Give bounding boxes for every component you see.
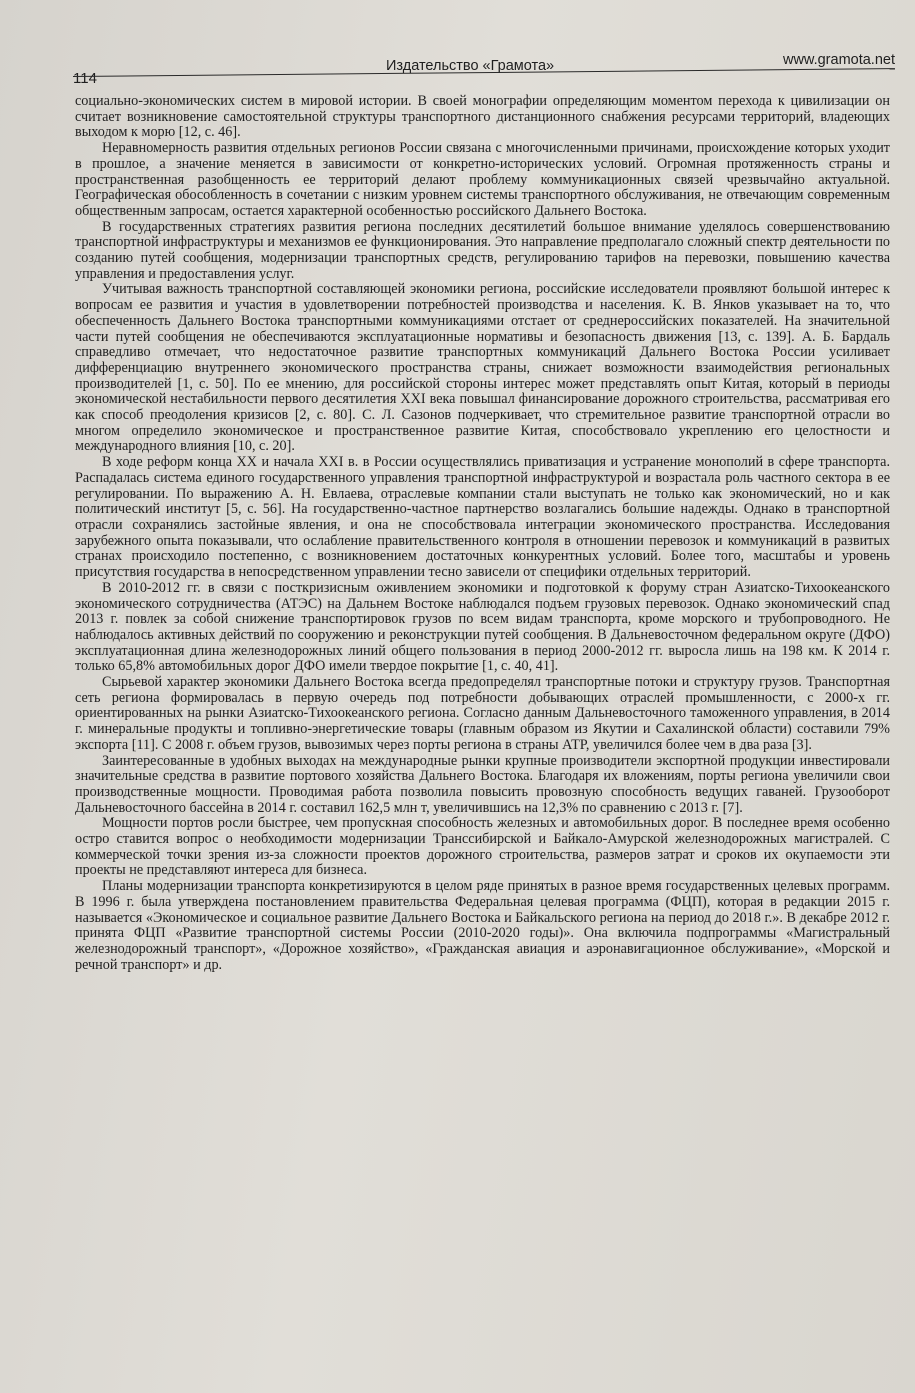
paragraph: Учитывая важность транспортной составляющей экономики региона, российские исследователи проявляют большой интерес к вопросам ее развития и участия в удовлетворении потребностей производства и населения. К. В. Янков указывает на то, что обеспеченность Дальнего Востока транспортными коммуникациями отстает от среднероссийских показателей. На значительной части путей сообщения не обеспечиваются эксплуатационные нормативы и безопасность движения [13, с. 139]. А. Б. Бардаль справедливо отмечает, что недостаточное развитие транспортных коммуникаций Дальнего Востока России усиливает дифференциацию внутреннего экономического пространства страны, снижает возможности взаимодействия региональных производителей [1, с. 50]. По ее мнению, для российской стороны интерес может представлять опыт Китая, который в периоды экономической нестабильности первого десятилетия XXI века повышал финансирование дорожного строительства, рассматривая его как способ преодоления кризисов [2, с. 80]. С. Л. Сазонов подчеркивает, что стремительное развитие транспортной отрасли во многом определило экономическое и пространственное развитие Китая, способствовало укреплению его целостности и международного влияния [10, с. 20]. [75, 281, 890, 455]
paragraph: Сырьевой характер экономики Дальнего Востока всегда предопределял транспортные потоки и структуру грузов. Транспортная сеть региона формировалась в первую очередь под потребности добывающих отраслей промышленности, с 2000-х гг. ориентированных на рынки Азиатско-Тихоокеанского региона. Согласно данным Дальневосточного таможенного управления, в 2014 г. минеральные продукты и топливно-энергетические товары (главным образом из Якутии и Сахалинской области) составили 79% экспорта [11]. С 2008 г. объем грузов, вывозимых через порты региона в страны АТР, увеличился более чем в два раза [3]. [75, 674, 890, 753]
paragraph: Заинтересованные в удобных выходах на международные рынки крупные производители экспортной продукции инвестировали значительные средства в развитие портового хозяйства Дальнего Востока. Благодаря их вложениям, порты региона увеличили свои производственные мощности. Проводимая работа позволила повысить провозную способность ведущих гаваней. Грузооборот Дальневосточного бассейна в 2014 г. составил 162,5 млн т, увеличившись на 12,3% по сравнению с 2013 г. [7]. [75, 752, 890, 816]
body-text [75, 94, 890, 973]
running-header [73, 50, 895, 88]
page-number: 114 [73, 70, 97, 87]
paragraph: Мощности портов росли быстрее, чем пропускная способность железных и автомобильных дорог. В последнее время особенно остро ставится вопрос о необходимости модернизации Транссибирской и Байкало-Амурской железнодорожных магистралей. С коммерческой точки зрения из-за сложности проектов дорожного строительства, размеров затрат и сроков их окупаемости эти проекты не представляют интереса для бизнеса. [75, 815, 890, 879]
paragraph: социально-экономических систем в мировой истории. В своей монографии определяющим моментом перехода к цивилизации он считает возникновение самостоятельной структуры транспортного дистанционного снабжения ресурсами территорий, владеющих выходом к морю [12, с. 46]. [75, 93, 890, 141]
paragraph: В государственных стратегиях развития региона последних десятилетий большое внимание уделялось совершенствованию транспортной инфраструктуры и механизмов ее функционирования. Это направление предполагало сложный спектр деятельности по созданию путей сообщения, модернизации транспортных средств, регулированию тарифов на перевозки, повышению качества управления и предоставления услуг. [75, 218, 890, 282]
paragraph: Планы модернизации транспорта конкретизируются в целом ряде принятых в разное время государственных целевых программ. В 1996 г. была утверждена постановлением правительства Федеральная целевая программа (ФЦП), которая в редакции 2015 г. называется «Экономическое и социальное развитие Дальнего Востока и Байкальского региона на период до 2018 г.». В декабре 2012 г. принята ФЦП «Развитие транспортной системы России (2010-2020 годы)». Она включила подпрограммы «Магистральный железнодорожный транспорт», «Дорожное хозяйство», «Гражданская авиация и аэронавигационное обслуживание», «Морской и речной транспорт» и др. [75, 878, 890, 973]
website-url: www.gramota.net [782, 52, 895, 68]
paragraph: В ходе реформ конца XX и начала XXI в. в России осуществлялись приватизация и устранение монополий в сфере транспорта. Распадалась система единого государственного управления транспортной инфраструктурой и возрастала роль частного сектора в ее регулировании. По выражению А. Н. Евлаева, отраслевые компании стали выступать не только как экономический, но и как политический институт [5, с. 56]. На государственно-частное партнерство возлагались большие надежды. Однако в транспортной отрасли сохранялись застойные явления, и она не способствовала интеграции экономического пространства. Исследования зарубежного опыта показывали, что ослабление правительственного контроля в отношении перевозок и коммуникаций в развитых странах происходило постепенно, с возникновением достаточных конкурентных условий. Более того, масштабы и уровень присутствия государства в непосредственном управлении тесно зависели от специфики отдельных территорий. [75, 454, 890, 581]
publisher-name: Издательство «Грамота» [386, 58, 555, 74]
paragraph: В 2010-2012 гг. в связи с посткризисным оживлением экономики и подготовкой к форуму стран Азиатско-Тихоокеанского экономического сотрудничества (АТЭС) на Дальнем Востоке наблюдался подъем грузовых перевозок. Однако экономический спад 2013 г. повлек за собой снижение транспортировок грузов по всем видам транспорта, кроме морского и трубопроводного. Не наблюдалось активных действий по сооружению и реконструкции путей сообщения. В Дальневосточном федеральном округе (ДФО) эксплуатационная длина железнодорожных линий общего пользования в период 2000-2012 гг. выросла лишь на 198 км. К 2014 г. только 65,8% автомобильных дорог ДФО имели твердое покрытие [1, с. 40, 41]. [75, 579, 890, 675]
paragraph: Неравномерность развития отдельных регионов России связана с многочисленными причинами, происхождение которых уходит в прошлое, а значение меняется в зависимости от конкретно-исторических условий. Огромная протяженность страны и пространственная разобщенность ее территорий делают проблему коммуникационных связей чрезвычайно актуальной. Географическая обособленность в сочетании с низким уровнем системы транспортного обслуживания, не отвечающим современным общественным запросам, остается характерной особенностью российского Дальнего Востока. [75, 140, 890, 219]
